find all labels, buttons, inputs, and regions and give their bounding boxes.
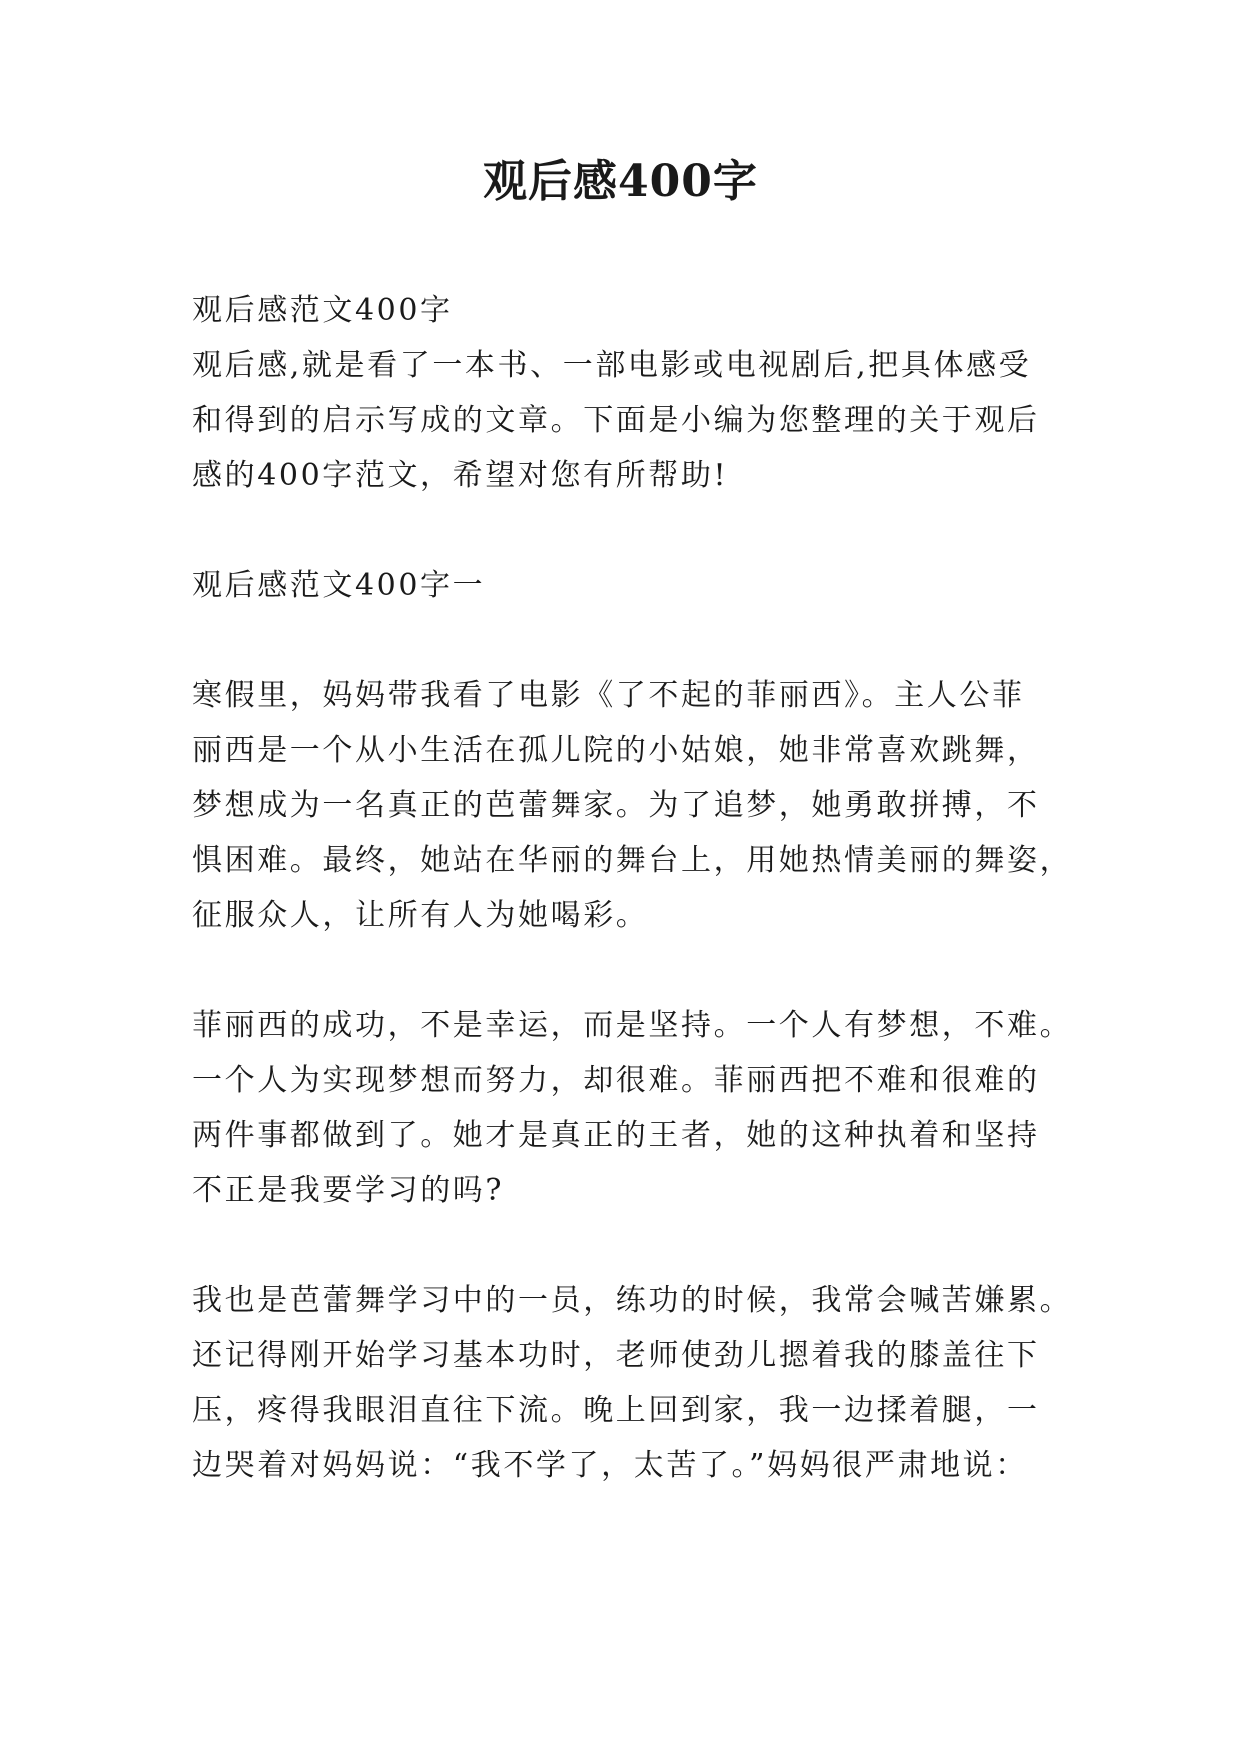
intro-line-1: 观后感,就是看了一本书、一部电影或电视剧后,把具体感受 xyxy=(192,348,1032,383)
paragraph-2-line-1: 菲丽西的成功，不是幸运，而是坚持。一个人有梦想，不难。 xyxy=(192,1008,1073,1043)
section-heading: 观后感范文400字一 xyxy=(192,568,486,603)
paragraph-1-line-5: 征服众人，让所有人为她喝彩。 xyxy=(192,898,649,933)
paragraph-3-line-4: 边哭着对妈妈说：“我不学了，太苦了。”妈妈很严肃地说： xyxy=(192,1448,1028,1483)
intro-line-2: 和得到的启示写成的文章。下面是小编为您整理的关于观后 xyxy=(192,403,1040,438)
paragraph-1-line-2: 丽西是一个从小生活在孤儿院的小姑娘，她非常喜欢跳舞， xyxy=(192,733,1040,768)
paragraph-2-line-3: 两件事都做到了。她才是真正的王者，她的这种执着和坚持 xyxy=(192,1118,1040,1153)
intro-line-3: 感的400字范文，希望对您有所帮助! xyxy=(192,458,729,493)
paragraph-1-line-3: 梦想成为一名真正的芭蕾舞家。为了追梦，她勇敢拼搏，不 xyxy=(192,788,1040,823)
paragraph-2-line-2: 一个人为实现梦想而努力，却很难。菲丽西把不难和很难的 xyxy=(192,1063,1040,1098)
paragraph-2-line-4: 不正是我要学习的吗? xyxy=(192,1173,505,1208)
paragraph-1-line-4: 惧困难。最终，她站在华丽的舞台上，用她热情美丽的舞姿， xyxy=(192,843,1073,878)
paragraph-3-line-3: 压，疼得我眼泪直往下流。晚上回到家，我一边揉着腿，一 xyxy=(192,1393,1040,1428)
document-title: 观后感400字 xyxy=(483,156,758,207)
paragraph-3-line-2: 还记得刚开始学习基本功时，老师使劲儿摁着我的膝盖往下 xyxy=(192,1338,1040,1373)
paragraph-1-line-1: 寒假里，妈妈带我看了电影《了不起的菲丽西》。主人公菲 xyxy=(192,678,1025,713)
paragraph-3-line-1: 我也是芭蕾舞学习中的一员，练功的时候，我常会喊苦嫌累。 xyxy=(192,1283,1073,1318)
subtitle-line: 观后感范文400字 xyxy=(192,293,453,328)
